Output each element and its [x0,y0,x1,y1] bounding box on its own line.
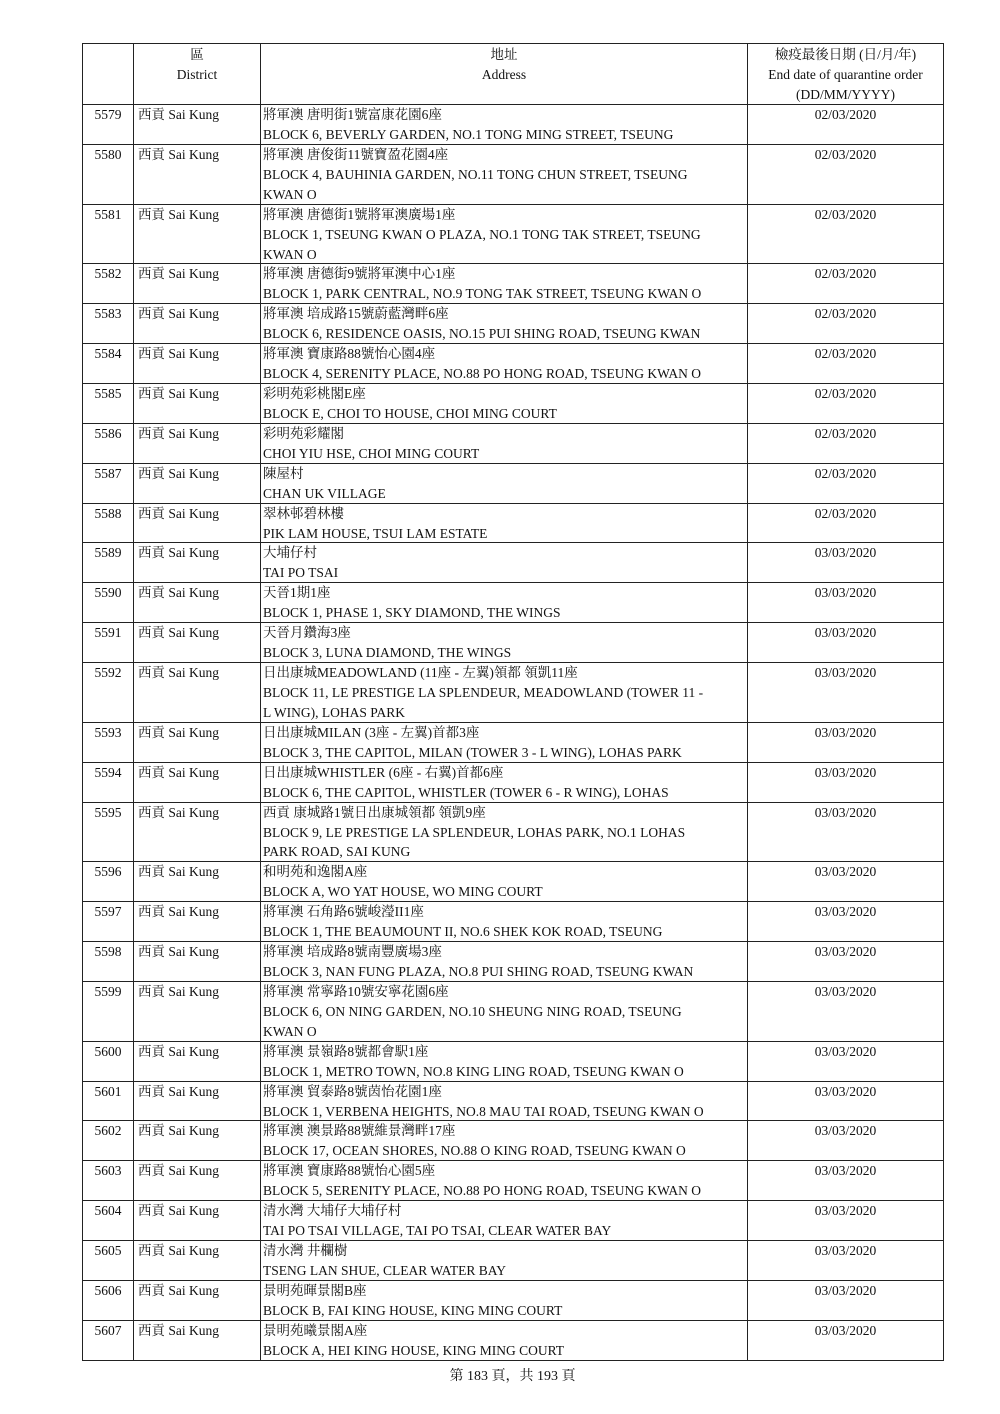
table-row [83,105,944,145]
row-address [261,264,748,304]
row-address-en-line: KWAN O [263,186,317,202]
row-address-zh: 將軍澳 唐德街1號將軍澳廣場1座 [263,206,456,222]
row-address-en-line: BLOCK 6, BEVERLY GARDEN, NO.1 TONG MING STREET, TSEUNG [263,126,674,142]
table-row [83,205,944,265]
row-address [261,862,748,902]
table-row [83,504,944,544]
row-district: 西貢 Sai Kung [134,264,261,304]
row-address-zh: 西貢 康城路1號日出康城領都 領凱9座 [263,804,486,820]
row-date: 03/03/2020 [748,543,944,583]
row-address-zh: 將軍澳 貿泰路8號茵怡花園1座 [263,1083,442,1099]
row-date: 02/03/2020 [748,105,944,145]
row-address-en-line: BLOCK 1, VERBENA HEIGHTS, NO.8 MAU TAI ROAD, TSEUNG KWAN O [263,1103,704,1119]
row-address-zh: 和明苑和逸閣A座 [263,864,368,880]
row-address-en-line: BLOCK E, CHOI TO HOUSE, CHOI MING COURT [263,405,557,421]
row-address-zh: 將軍澳 澳景路88號維景灣畔17座 [263,1123,456,1139]
row-number: 5587 [83,464,134,504]
row-number: 5590 [83,583,134,623]
row-address-en-line: BLOCK 6, ON NING GARDEN, NO.10 SHEUNG NING ROAD, TSEUNG [263,1003,682,1019]
row-district: 西貢 Sai Kung [134,1161,261,1201]
row-address [261,1241,748,1281]
row-address [261,105,748,145]
table-row [83,942,944,982]
row-number: 5603 [83,1161,134,1201]
row-number: 5583 [83,304,134,344]
row-address [261,803,748,863]
row-address-zh: 日出康城WHISTLER (6座 - 右翼)首都6座 [263,764,504,780]
table-row [83,583,944,623]
row-address-en-line: BLOCK 1, METRO TOWN, NO.8 KING LING ROAD, TSEUNG KWAN O [263,1063,684,1079]
header-date-format: (DD/MM/YYYY) [796,87,895,102]
row-address [261,623,748,663]
header-address-zh: 地址 [490,47,518,62]
row-district: 西貢 Sai Kung [134,1281,261,1321]
table-row [83,663,944,723]
row-address-en-line: KWAN O [263,246,317,262]
row-address [261,583,748,623]
row-address-zh: 將軍澳 唐明街1號富康花園6座 [263,107,442,122]
header-district-en: District [176,67,218,82]
row-number: 5581 [83,205,134,265]
row-address-en-line: BLOCK 5, SERENITY PLACE, NO.88 PO HONG ROAD, TSEUNG KWAN O [263,1183,702,1199]
row-address-zh: 將軍澳 培成路8號南豐廣場3座 [263,944,442,960]
table-row [83,623,944,663]
row-date: 03/03/2020 [748,1321,944,1361]
row-number: 5591 [83,623,134,663]
table-row [83,1201,944,1241]
row-district: 西貢 Sai Kung [134,1121,261,1161]
row-address-zh: 天晉月鑽海3座 [263,625,351,641]
row-address [261,1042,748,1082]
row-date: 02/03/2020 [748,424,944,464]
row-address-zh: 天晉1期1座 [263,585,331,601]
page-footer: 第 183 頁，共 193 頁 [449,1369,576,1384]
row-address [261,1082,748,1122]
row-date: 03/03/2020 [748,583,944,623]
row-address-zh: 將軍澳 景嶺路8號都會駅1座 [263,1043,429,1059]
header-date-zh: 檢疫最後日期 (日/月/年) [774,47,917,62]
row-number: 5588 [83,504,134,544]
row-district: 西貢 Sai Kung [134,803,261,863]
row-district: 西貢 Sai Kung [134,1042,261,1082]
row-address [261,1201,748,1241]
table-body [83,105,944,1361]
row-address [261,902,748,942]
row-address [261,1321,748,1361]
row-address-en-line: TAI PO TSAI [263,565,339,581]
header-date-en: End date of quarantine order [768,67,923,82]
row-district: 西貢 Sai Kung [134,205,261,265]
header-district [134,44,261,105]
row-number: 5595 [83,803,134,863]
row-district: 西貢 Sai Kung [134,723,261,763]
row-address-en-line: BLOCK 11, LE PRESTIGE LA SPLENDEUR, MEADOWLAND (TOWER 11 - [263,684,704,700]
row-address-zh: 翠林邨碧林樓 [263,505,344,521]
row-date: 03/03/2020 [748,982,944,1042]
table-row [83,344,944,384]
table-row [83,1241,944,1281]
row-date: 03/03/2020 [748,623,944,663]
row-address [261,1281,748,1321]
table-header [83,44,944,105]
row-address-en-line: BLOCK 6, RESIDENCE OASIS, NO.15 PUI SHING ROAD, TSEUNG KWAN [263,326,701,342]
row-number: 5598 [83,942,134,982]
table-row [83,384,944,424]
row-address-zh: 清水灣 大埔仔大埔仔村 [263,1203,402,1219]
row-address [261,1121,748,1161]
row-date: 02/03/2020 [748,304,944,344]
row-district: 西貢 Sai Kung [134,1241,261,1281]
row-address [261,942,748,982]
header-date [748,44,944,105]
row-address [261,504,748,544]
row-number: 5579 [83,105,134,145]
row-district: 西貢 Sai Kung [134,1082,261,1122]
header-address [261,44,748,105]
row-date: 03/03/2020 [748,1082,944,1122]
table-row [83,1321,944,1361]
row-address [261,982,748,1042]
row-date: 03/03/2020 [748,862,944,902]
row-district: 西貢 Sai Kung [134,623,261,663]
table-row [83,723,944,763]
table-row [83,543,944,583]
row-address-en-line: CHAN UK VILLAGE [263,485,386,501]
row-date: 03/03/2020 [748,723,944,763]
row-address-en-line: PIK LAM HOUSE, TSUI LAM ESTATE [263,525,488,541]
table-row [83,145,944,205]
row-date: 03/03/2020 [748,803,944,863]
row-number: 5589 [83,543,134,583]
row-number: 5597 [83,902,134,942]
header-address-en: Address [481,67,527,82]
row-district: 西貢 Sai Kung [134,424,261,464]
row-district: 西貢 Sai Kung [134,344,261,384]
row-date: 03/03/2020 [748,1161,944,1201]
row-number: 5599 [83,982,134,1042]
row-address-en-line: PARK ROAD, SAI KUNG [263,844,411,860]
row-number: 5584 [83,344,134,384]
header-district-zh: 區 [190,47,204,62]
row-address-en-line: BLOCK 4, BAUHINIA GARDEN, NO.11 TONG CHUN STREET, TSEUNG [263,166,688,182]
row-address-zh: 將軍澳 唐德街9號將軍澳中心1座 [263,266,456,282]
row-date: 03/03/2020 [748,1201,944,1241]
table-row [83,464,944,504]
row-district: 西貢 Sai Kung [134,105,261,145]
row-address-en-line: BLOCK 17, OCEAN SHORES, NO.88 O KING ROAD, TSEUNG KWAN O [263,1143,686,1159]
row-address [261,464,748,504]
row-address-en-line: KWAN O [263,1023,317,1039]
row-number: 5604 [83,1201,134,1241]
row-address-en-line: TSENG LAN SHUE, CLEAR WATER BAY [263,1262,507,1278]
row-address-en-line: BLOCK 1, THE BEAUMOUNT II, NO.6 SHEK KOK ROAD, TSEUNG [263,924,663,940]
row-address [261,304,748,344]
row-district: 西貢 Sai Kung [134,1321,261,1361]
row-address-en-line: CHOI YIU HSE, CHOI MING COURT [263,445,480,461]
row-district: 西貢 Sai Kung [134,862,261,902]
row-address-en-line: BLOCK 3, LUNA DIAMOND, THE WINGS [263,645,512,661]
row-address [261,723,748,763]
table-row [83,264,944,304]
row-number: 5607 [83,1321,134,1361]
row-district: 西貢 Sai Kung [134,464,261,504]
row-district: 西貢 Sai Kung [134,982,261,1042]
row-date: 02/03/2020 [748,205,944,265]
row-number: 5602 [83,1121,134,1161]
row-address [261,145,748,205]
row-address-en-line: BLOCK 6, THE CAPITOL, WHISTLER (TOWER 6 - R WING), LOHAS [263,784,669,800]
table-row [83,1082,944,1122]
row-address-en-line: BLOCK 3, THE CAPITOL, MILAN (TOWER 3 - L WING), LOHAS PARK [263,744,682,760]
table-row [83,982,944,1042]
row-district: 西貢 Sai Kung [134,663,261,723]
row-date: 03/03/2020 [748,1121,944,1161]
row-number: 5582 [83,264,134,304]
row-number: 5594 [83,763,134,803]
table-row [83,424,944,464]
row-address-zh: 日出康城MILAN (3座 - 左翼)首都3座 [263,724,480,740]
row-district: 西貢 Sai Kung [134,504,261,544]
row-number: 5606 [83,1281,134,1321]
row-address [261,763,748,803]
row-date: 02/03/2020 [748,344,944,384]
row-number: 5586 [83,424,134,464]
row-address [261,344,748,384]
row-address-zh: 將軍澳 唐俊街11號寶盈花園4座 [263,146,449,162]
row-district: 西貢 Sai Kung [134,902,261,942]
row-number: 5605 [83,1241,134,1281]
row-address-zh: 將軍澳 石角路6號峻瀅II1座 [263,904,424,920]
row-address-zh: 清水灣 井欄樹 [263,1243,348,1259]
row-address-zh: 日出康城MEADOWLAND (11座 - 左翼)領都 領凱11座 [263,665,578,681]
row-date: 03/03/2020 [748,942,944,982]
row-address-zh: 將軍澳 寶康路88號怡心園5座 [263,1163,436,1179]
row-district: 西貢 Sai Kung [134,583,261,623]
row-address-en-line: BLOCK 9, LE PRESTIGE LA SPLENDEUR, LOHAS PARK, NO.1 LOHAS [263,824,686,840]
row-district: 西貢 Sai Kung [134,763,261,803]
quarantine-table [82,43,944,1361]
table-row [83,1121,944,1161]
table-row [83,1042,944,1082]
row-address-en-line: BLOCK B, FAI KING HOUSE, KING MING COURT [263,1302,563,1318]
row-number: 5601 [83,1082,134,1122]
row-address-zh: 將軍澳 培成路15號蔚藍灣畔6座 [263,306,449,322]
row-address-en-line: BLOCK 1, PHASE 1, SKY DIAMOND, THE WINGS [263,605,561,621]
row-number: 5600 [83,1042,134,1082]
row-date: 02/03/2020 [748,384,944,424]
row-date: 03/03/2020 [748,1281,944,1321]
row-date: 03/03/2020 [748,902,944,942]
header-number [83,44,134,105]
row-date: 03/03/2020 [748,663,944,723]
row-address-zh: 彩明苑彩耀閣 [263,425,344,441]
row-date: 02/03/2020 [748,145,944,205]
table-row [83,902,944,942]
row-address [261,543,748,583]
row-address-zh: 陳屋村 [263,465,304,481]
row-date: 03/03/2020 [748,1241,944,1281]
row-address-zh: 大埔仔村 [263,545,317,561]
row-address-en-line: L WING), LOHAS PARK [263,704,406,720]
row-address [261,384,748,424]
row-address-en-line: BLOCK 4, SERENITY PLACE, NO.88 PO HONG ROAD, TSEUNG KWAN O [263,366,702,382]
row-address-zh: 將軍澳 常寧路10號安寧花園6座 [263,983,449,999]
row-district: 西貢 Sai Kung [134,384,261,424]
table-row [83,763,944,803]
row-date: 02/03/2020 [748,264,944,304]
row-address-en-line: BLOCK A, WO YAT HOUSE, WO MING COURT [263,884,543,900]
row-date: 03/03/2020 [748,763,944,803]
row-address-en-line: TAI PO TSAI VILLAGE, TAI PO TSAI, CLEAR WATER BAY [263,1223,612,1239]
table-row [83,1161,944,1201]
table-row [83,803,944,863]
row-address [261,1161,748,1201]
row-district: 西貢 Sai Kung [134,145,261,205]
row-date: 02/03/2020 [748,504,944,544]
row-address-en-line: BLOCK 1, PARK CENTRAL, NO.9 TONG TAK STREET, TSEUNG KWAN O [263,286,702,302]
row-date: 03/03/2020 [748,1042,944,1082]
row-address [261,205,748,265]
row-date: 02/03/2020 [748,464,944,504]
row-address-zh: 景明苑曦景閣A座 [263,1322,368,1338]
row-address [261,424,748,464]
table-row [83,862,944,902]
row-address-zh: 將軍澳 寶康路88號怡心園4座 [263,346,436,362]
row-number: 5596 [83,862,134,902]
row-address-en-line: BLOCK 3, NAN FUNG PLAZA, NO.8 PUI SHING ROAD, TSEUNG KWAN [263,964,694,980]
row-address-en-line: BLOCK A, HEI KING HOUSE, KING MING COURT [263,1342,565,1358]
row-district: 西貢 Sai Kung [134,304,261,344]
table-row [83,1281,944,1321]
row-district: 西貢 Sai Kung [134,543,261,583]
row-address [261,663,748,723]
row-address-zh: 彩明苑彩桃閣E座 [263,386,366,402]
row-address-en-line: BLOCK 1, TSEUNG KWAN O PLAZA, NO.1 TONG TAK STREET, TSEUNG [263,226,701,242]
row-number: 5580 [83,145,134,205]
row-district: 西貢 Sai Kung [134,942,261,982]
row-number: 5592 [83,663,134,723]
row-number: 5593 [83,723,134,763]
row-district: 西貢 Sai Kung [134,1201,261,1241]
row-number: 5585 [83,384,134,424]
row-address-zh: 景明苑暉景閣B座 [263,1282,367,1298]
table-row [83,304,944,344]
